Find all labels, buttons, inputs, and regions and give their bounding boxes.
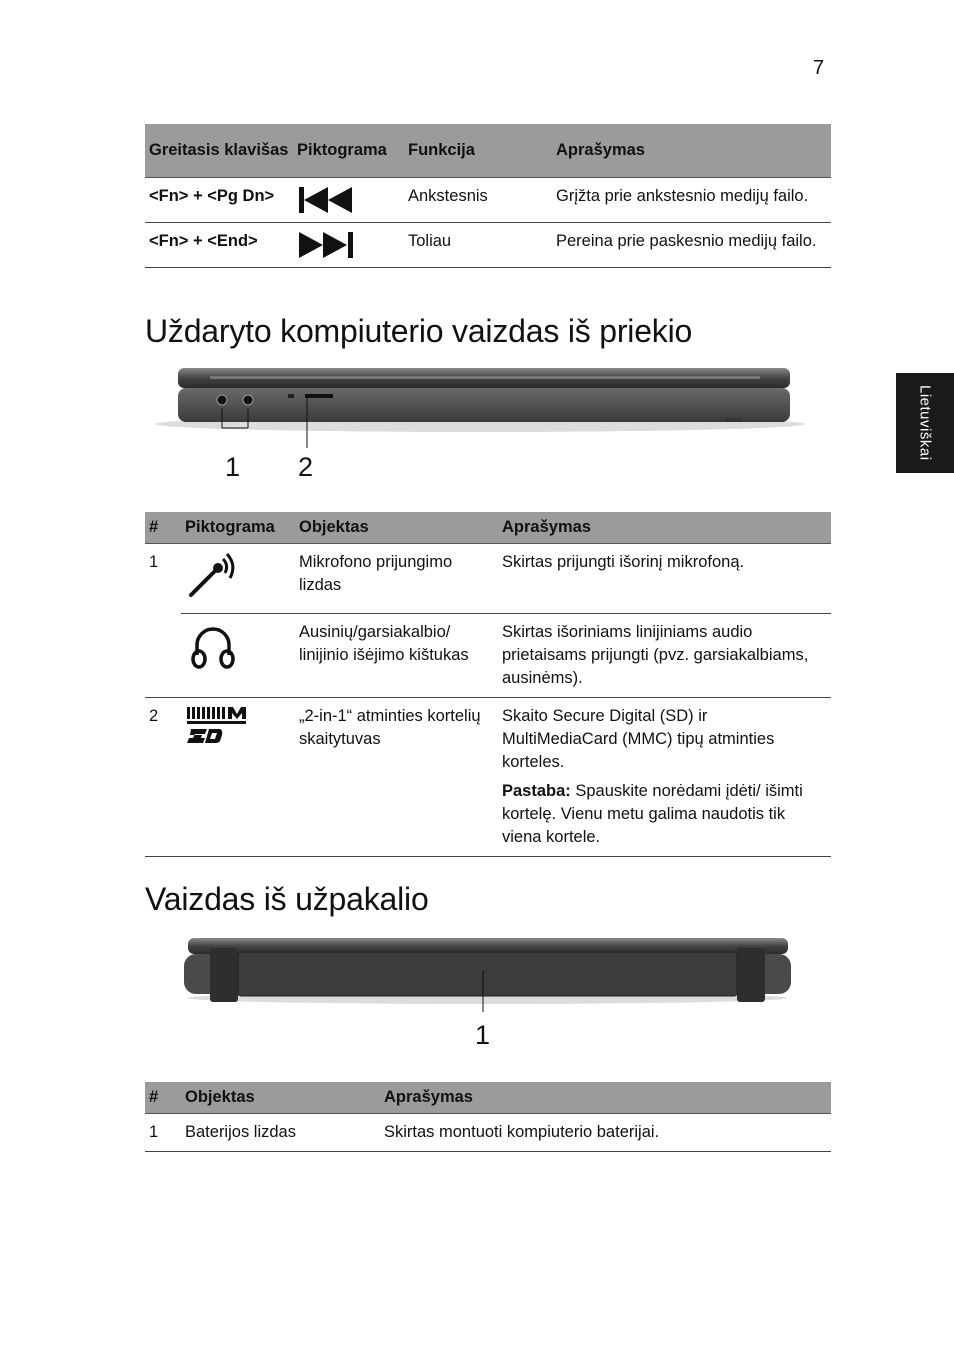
rear-components-table: [145, 1082, 831, 1152]
description-cell: [498, 697, 831, 856]
rear-view-title: Vaizdas iš užpakalio: [145, 881, 429, 917]
function-cell: Toliau: [404, 222, 552, 267]
front-view-title: Uždaryto kompiuterio vaizdas iš priekio: [145, 313, 693, 349]
header-description: Aprašymas: [380, 1082, 831, 1113]
icon-cell: [293, 177, 404, 222]
header-number: #: [145, 512, 181, 543]
note-label: Pastaba:: [502, 781, 571, 800]
object-cell: Baterijos lizdas: [181, 1113, 380, 1151]
previous-track-icon: [297, 185, 355, 215]
object-cell: Ausinių/garsiakalbio/ linijinio išėjimo kištukas: [295, 613, 498, 697]
header-description: Aprašymas: [552, 124, 831, 177]
note: [502, 780, 827, 849]
description-cell: Skirtas montuoti kompiuterio baterijai.: [380, 1113, 831, 1151]
header-hotkey: Greitasis klavišas: [145, 124, 293, 177]
table-row: [145, 543, 831, 613]
table-row: [145, 697, 831, 856]
side-tab-label: Lietuviškai: [916, 385, 934, 461]
table-row: [145, 177, 831, 222]
table-row: [145, 613, 831, 697]
number-cell: 2: [145, 697, 181, 856]
header-number: #: [145, 1082, 181, 1113]
icon-cell: [181, 543, 295, 613]
description-cell: Skirtas išoriniams linijiniams audio prietaisams prijungti (pvz. garsiakalbiams, ausinėms).: [498, 613, 831, 697]
callout-2: 2: [298, 452, 314, 482]
rear-view-illustration: [180, 932, 795, 1012]
description-text: Skaito Secure Digital (SD) ir MultiMediaCard (MMC) tipų atminties korteles.: [502, 706, 775, 771]
number-cell: 1: [149, 552, 159, 571]
icon-cell: [293, 222, 404, 267]
front-view-illustration: [150, 360, 810, 480]
header-icon: Piktograma: [181, 512, 295, 543]
description-cell: Skirtas prijungti išorinį mikrofoną.: [498, 543, 831, 613]
table-row: [145, 222, 831, 267]
header-icon: Piktograma: [293, 124, 404, 177]
function-cell: Ankstesnis: [404, 177, 552, 222]
icon-cell: [181, 697, 295, 856]
card-reader-icon: [185, 705, 249, 745]
callout-1: 1: [225, 452, 241, 482]
object-cell: Mikrofono prijungimo lizdas: [295, 543, 498, 613]
next-track-icon: [297, 230, 355, 260]
hotkey-cell: <Fn> + <End>: [145, 222, 293, 267]
page-number: 7: [813, 57, 825, 79]
description-cell: Grįžta prie ankstesnio medijų failo.: [552, 177, 831, 222]
header-description: Aprašymas: [498, 512, 831, 543]
microphone-icon: [185, 551, 241, 601]
language-side-tab: [896, 373, 954, 473]
hotkey-table: [145, 124, 831, 268]
number-cell: [145, 613, 181, 697]
icon-cell: [181, 613, 295, 697]
number-cell: 1: [145, 1113, 181, 1151]
header-object: Objektas: [295, 512, 498, 543]
hotkey-cell: <Fn> + <Pg Dn>: [145, 177, 293, 222]
object-cell: „2-in-1“ atminties kortelių skaitytuvas: [295, 697, 498, 856]
header-object: Objektas: [181, 1082, 380, 1113]
headphones-icon: [185, 621, 241, 671]
header-function: Funkcija: [404, 124, 552, 177]
note-text: Spauskite norėdami įdėti/ išimti kortelę. Vienu metu galima naudotis tik viena kortele.: [502, 781, 803, 846]
description-cell: Pereina prie paskesnio medijų failo.: [552, 222, 831, 267]
front-components-table: [145, 512, 831, 857]
table-row: [145, 1113, 831, 1151]
rear-callout-1: 1: [475, 1020, 491, 1050]
